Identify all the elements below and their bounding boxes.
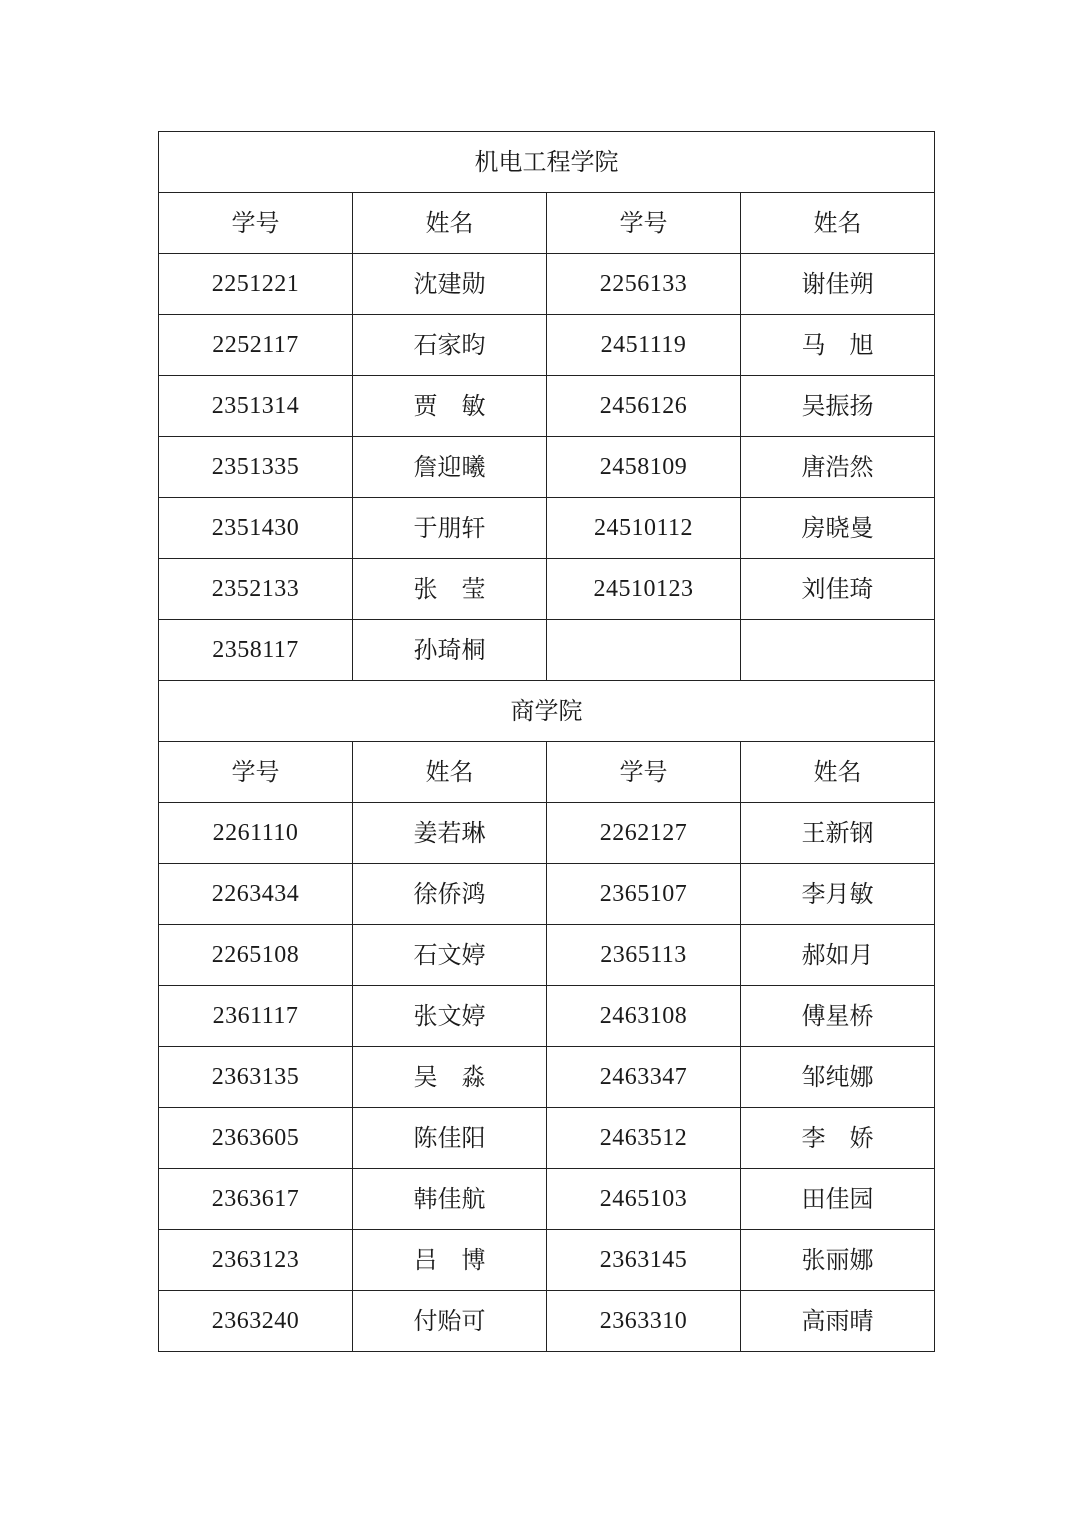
student-id-cell: 2261110 [159,803,353,864]
student-id-cell: 2363145 [547,1230,741,1291]
student-id-cell: 2361117 [159,986,353,1047]
department-title-row [159,132,935,193]
table-row [159,315,935,376]
student-id-cell: 2458109 [547,437,741,498]
student-id-cell: 2263434 [159,864,353,925]
student-id-cell: 2265108 [159,925,353,986]
student-name-cell: 于朋轩 [353,498,547,559]
student-id-cell: 2363617 [159,1169,353,1230]
student-name-cell: 付贻可 [353,1291,547,1352]
student-id-header: 学号 [547,193,741,254]
student-id-cell: 2463512 [547,1108,741,1169]
table-row [159,1291,935,1352]
student-id-cell: 2262127 [547,803,741,864]
student-id-cell: 2363605 [159,1108,353,1169]
student-name-cell: 吴 淼 [353,1047,547,1108]
student-name-cell: 沈建勋 [353,254,547,315]
column-header-row [159,742,935,803]
student-name-header: 姓名 [741,193,935,254]
student-name-cell: 张 莹 [353,559,547,620]
student-name-cell [741,620,935,681]
table-row [159,1230,935,1291]
table-row [159,1047,935,1108]
student-name-cell: 王新钢 [741,803,935,864]
student-id-header: 学号 [159,193,353,254]
student-name-cell: 谢佳朔 [741,254,935,315]
table-row [159,559,935,620]
department-title: 机电工程学院 [159,132,935,193]
student-name-cell: 詹迎曦 [353,437,547,498]
student-name-cell: 田佳园 [741,1169,935,1230]
student-name-cell: 陈佳阳 [353,1108,547,1169]
student-id-cell: 2465103 [547,1169,741,1230]
table-row [159,864,935,925]
student-name-cell: 李 娇 [741,1108,935,1169]
student-id-cell: 24510112 [547,498,741,559]
student-id-cell: 2351430 [159,498,353,559]
column-header-row [159,193,935,254]
table-row [159,498,935,559]
student-id-cell: 2363123 [159,1230,353,1291]
student-id-cell: 2351314 [159,376,353,437]
student-id-cell: 2363135 [159,1047,353,1108]
student-id-cell: 2456126 [547,376,741,437]
student-id-header: 学号 [547,742,741,803]
student-id-cell [547,620,741,681]
student-name-cell: 吴振扬 [741,376,935,437]
student-id-cell: 2352133 [159,559,353,620]
student-name-cell: 徐侨鸿 [353,864,547,925]
student-name-cell: 刘佳琦 [741,559,935,620]
student-roster-table [158,131,935,1352]
table-row [159,437,935,498]
table-row [159,925,935,986]
student-name-cell: 张丽娜 [741,1230,935,1291]
table-row [159,803,935,864]
student-name-header: 姓名 [741,742,935,803]
student-id-cell: 2365113 [547,925,741,986]
student-name-cell: 石文婷 [353,925,547,986]
student-id-cell: 24510123 [547,559,741,620]
student-name-header: 姓名 [353,742,547,803]
student-id-cell: 2463347 [547,1047,741,1108]
table-row [159,254,935,315]
student-name-cell: 房晓曼 [741,498,935,559]
student-name-header: 姓名 [353,193,547,254]
student-name-cell: 马 旭 [741,315,935,376]
table-row [159,620,935,681]
student-name-cell: 邹纯娜 [741,1047,935,1108]
roster-body [159,132,935,1352]
department-title-row [159,681,935,742]
student-id-cell: 2363310 [547,1291,741,1352]
student-id-cell: 2256133 [547,254,741,315]
student-name-cell: 韩佳航 [353,1169,547,1230]
student-id-cell: 2451119 [547,315,741,376]
student-name-cell: 贾 敏 [353,376,547,437]
student-id-cell: 2365107 [547,864,741,925]
student-id-cell: 2358117 [159,620,353,681]
student-id-cell: 2252117 [159,315,353,376]
student-name-cell: 吕 博 [353,1230,547,1291]
student-id-cell: 2351335 [159,437,353,498]
student-name-cell: 高雨晴 [741,1291,935,1352]
student-name-cell: 李月敏 [741,864,935,925]
student-name-cell: 傅星桥 [741,986,935,1047]
student-id-cell: 2363240 [159,1291,353,1352]
student-name-cell: 姜若琳 [353,803,547,864]
student-name-cell: 郝如月 [741,925,935,986]
student-name-cell: 孙琦桐 [353,620,547,681]
student-id-cell: 2251221 [159,254,353,315]
table-row [159,376,935,437]
student-name-cell: 石家昀 [353,315,547,376]
table-row [159,986,935,1047]
table-row [159,1108,935,1169]
student-name-cell: 张文婷 [353,986,547,1047]
department-title: 商学院 [159,681,935,742]
student-name-cell: 唐浩然 [741,437,935,498]
student-id-header: 学号 [159,742,353,803]
student-id-cell: 2463108 [547,986,741,1047]
table-row [159,1169,935,1230]
